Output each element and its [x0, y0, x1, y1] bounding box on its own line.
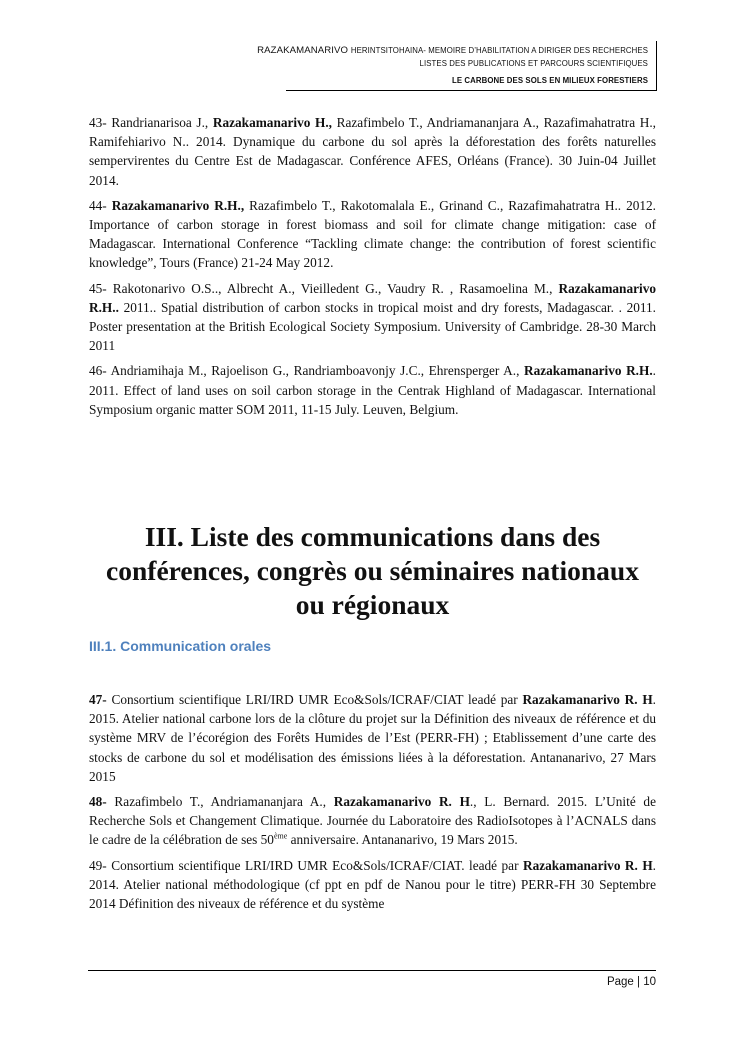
reference-43: 43- Randrianarisoa J., Razakamanarivo H., Razafimbelo T., Andriamananjara A., Razafimahatratra H., Ramifehiarivo N.. 2014. Dynamique du carbone du sol après la déforestation des forêts naturelles sempervirentes du Centre Est de Madagascar. Conférence AFES, Orléans (France). 30 Juin-04 Juillet 2014. [89, 115, 656, 188]
author-bold: Razakamanarivo R.H.. [89, 280, 656, 315]
reference-list [89, 113, 656, 425]
author-bold: Razakamanarivo H., [212, 115, 332, 130]
header-line-3: LE CARBONE DES SOLS EN MILIEUX FORESTIERS [286, 74, 656, 91]
header-author-surname: RAZAKAMANARIVO [257, 45, 351, 56]
footer-rule [88, 970, 656, 971]
subsection-title: III.1. Communication orales [89, 638, 272, 654]
communication-47: 47- Consortium scientifique LRI/IRD UMR Eco&Sols/ICRAF/CIAT leadé par Razakamanarivo R. H. 2015. Atelier national carbone lors de la clôture du projet sur la Définition des niveaux de référence et du système MRV de l’écorégion des Forêts Humides de l’Est (PERR-FH) ; Etablissement d’une carte des stocks de carbone du sol et modélisation des émissions liées à la déforestation. Antananarivo, 27 Mars 2015 [89, 692, 656, 784]
page-footer [607, 976, 656, 988]
running-header [136, 41, 657, 91]
communication-48: 48- Razafimbelo T., Andriamananjara A., Razakamanarivo R. H., L. Bernard. 2015. L’Unité de Recherche Sols et Changement Climatique. Journée du Laboratoire des RadioIsotopes à l’ACNALS dans le cadre de la célébration de ses 50ème anniversaire. Antananarivo, 19 Mars 2015. [89, 794, 656, 848]
author-bold: Razakamanarivo R. H [522, 692, 653, 707]
page-number: 10 [643, 976, 656, 988]
header-memoir-a: - MEMOIRE D [423, 46, 475, 55]
reference-44: 44- Razakamanarivo R.H., Razafimbelo T., Rakotomalala E., Grinand C., Razafimahatratra H.. 2012. Importance of carbon storage in forest biomass and soil for climate change mitigation: case of Madagascar. International Conference “Tackling climate change: the contribution of forest scientific knowledge”, Tours (France) 21-24 May 2012. [89, 197, 656, 271]
author-bold: Razakamanarivo R.H., [111, 197, 245, 213]
author-bold: Razakamanarivo R. H [333, 794, 470, 810]
communication-list [89, 690, 656, 919]
reference-46: 46- Andriamihaja M., Rajoelison G., Randriamboavonjy J.C., Ehrensperger A., Razakamanarivo R.H.. 2011. Effect of land uses on soil carbon storage in the Centrak Highland of Madagascar. International Symposium organic matter SOM 2011, 11-15 July. Leuven, Belgium. [89, 363, 656, 417]
page-label: Page [606, 976, 634, 988]
author-bold: Razakamanarivo R.H. [523, 363, 653, 379]
footer-separator: | [637, 976, 640, 988]
communication-49: 49- Consortium scientifique LRI/IRD UMR Eco&Sols/ICRAF/CIAT. leadé par Razakamanarivo R. H. 2014. Atelier national méthodologique (cf ppt en pdf de Nanou pour le titre) PERR-FH 30 Septembre 2014 Définition des niveaux de référence et du système [89, 857, 656, 912]
section-title: III. Liste des communications dans des conférences, congrès ou séminaires nationaux ou régionaux [106, 521, 639, 620]
header-memoir-b: ’HABILITATION A DIRIGER DES RECHERCHES [474, 46, 648, 55]
header-line-2: LISTES DES PUBLICATIONS ET PARCOURS SCIENTIFIQUES [419, 59, 648, 68]
header-author-firstname: HERINTSITOHAINA [350, 46, 424, 55]
author-bold: Razakamanarivo R. H [522, 857, 653, 873]
reference-45: 45- Rakotonarivo O.S.., Albrecht A., Vieilledent G., Vaudry R. , Rasamoelina M., Razakamanarivo R.H.. 2011.. Spatial distribution of carbon stocks in tropical moist and dry forests, Madagascar. . 2011. Poster presentation at the British Ecological Society Symposium. University of Cambridge. 28-30 March 2011 [89, 280, 656, 354]
header-line-1 [136, 44, 656, 57]
